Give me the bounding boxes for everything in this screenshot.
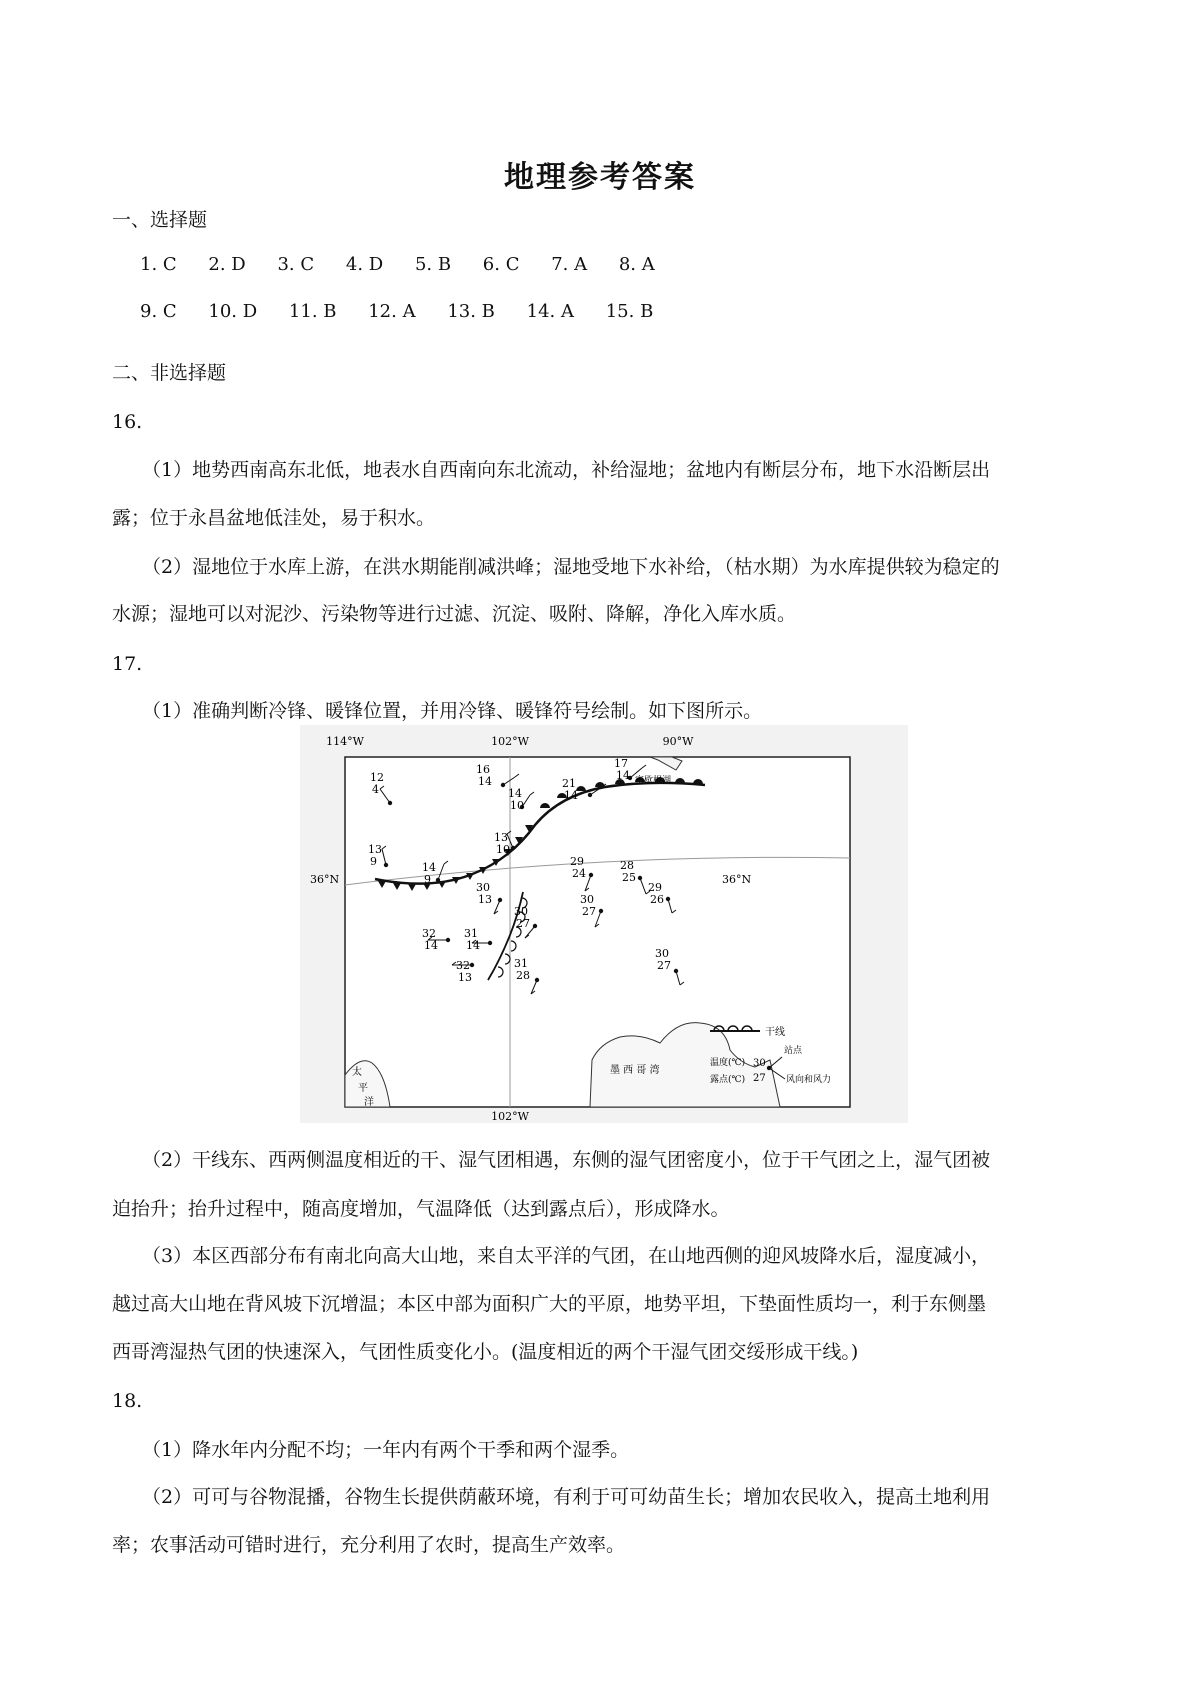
station-temperature: 29 — [648, 881, 662, 894]
station-temperature: 28 — [620, 859, 634, 872]
answer-item: 1. C — [140, 254, 177, 275]
answer-item: 6. C — [482, 254, 520, 275]
lake-label: 密歇根湖 — [635, 776, 672, 786]
gulf-label: 墨 西 哥 湾 — [610, 1065, 660, 1076]
station-dewpoint: 25 — [622, 871, 636, 884]
station-dewpoint: 26 — [650, 893, 664, 906]
q17-answer-3-line-2: 越过高大山地在背风坡下沉增温；本区中部为面积广大的平原，地势平坦，下垫面性质均一，利于东侧墨 — [112, 1293, 987, 1315]
q17-answer-3-line-3: 西哥湾湿热气团的快速深入，气团性质变化小。(温度相近的两个干湿气团交绥形成干线。) — [112, 1341, 859, 1363]
station-temperature: 30 — [514, 905, 528, 918]
station-temperature: 21 — [562, 777, 576, 790]
lat-label-right: 36°N — [722, 873, 752, 886]
q16-answer-2-line-2: 水源；湿地可以对泥沙、污染物等进行过滤、沉淀、吸附、降解，净化入库水质。 — [112, 603, 797, 625]
legend-temp-label: 温度(℃) — [710, 1058, 746, 1068]
station-temperature: 30 — [580, 893, 594, 906]
station-temperature: 17 — [614, 757, 628, 770]
answer-item: 14. A — [526, 301, 574, 322]
station-temperature: 14 — [422, 861, 436, 874]
station-temperature: 30 — [655, 947, 669, 960]
answers-row-2 — [140, 300, 679, 324]
station-dewpoint: 9 — [370, 855, 377, 868]
answer-item: 10. D — [208, 301, 258, 322]
question-number-17: 17. — [112, 653, 143, 675]
station-temperature: 29 — [570, 855, 584, 868]
station-dewpoint: 4 — [372, 783, 379, 796]
station-dewpoint: 14 — [564, 789, 578, 802]
legend-wind-label: 风向和风力 — [786, 1075, 832, 1085]
q17-answer-1: （1）准确判断冷锋、暖锋位置，并用冷锋、暖锋符号绘制。如下图所示。 — [142, 700, 763, 722]
q16-answer-1-line-1: （1）地势西南高东北低，地表水自西南向东北流动，补给湿地；盆地内有断层分布，地下水沿断层出 — [142, 459, 991, 481]
legend-dew-label: 露点(℃) — [710, 1075, 746, 1085]
station-temperature: 30 — [476, 881, 490, 894]
q18-answer-2-line-1: （2）可可与谷物混播，谷物生长提供荫蔽环境，有利于可可幼苗生长；增加农民收入，提高土地利用 — [142, 1486, 991, 1508]
ocean-char-3: 洋 — [364, 1097, 374, 1108]
station-dewpoint: 14 — [478, 775, 492, 788]
q17-answer-2-line-2: 迫抬升；抬升过程中，随高度增加，气温降低（达到露点后），形成降水。 — [112, 1198, 730, 1220]
legend-station-label: 站点 — [784, 1046, 803, 1056]
answer-item: 8. A — [618, 254, 655, 275]
lon-label-114w: 114°W — [326, 735, 364, 748]
lon-label-90w: 90°W — [662, 735, 694, 748]
station-dewpoint: 14 — [466, 939, 480, 952]
answer-item: 13. B — [447, 301, 495, 322]
legend-dryline-label: 干线 — [765, 1027, 785, 1038]
q18-answer-2-line-2: 率；农事活动可错时进行，充分利用了农时，提高生产效率。 — [112, 1534, 626, 1556]
station-dewpoint: 27 — [516, 917, 530, 930]
lat-label-left: 36°N — [310, 873, 340, 886]
station-temperature: 13 — [494, 831, 508, 844]
station-dewpoint: 10 — [496, 843, 510, 856]
station-dewpoint: 28 — [516, 969, 530, 982]
weather-map-figure — [300, 725, 908, 1123]
ocean-char-2: 平 — [358, 1083, 368, 1094]
station-dewpoint: 14 — [424, 939, 438, 952]
station-temperature: 32 — [422, 927, 436, 940]
ocean-char-1: 太 — [352, 1067, 362, 1078]
answer-item: 11. B — [288, 301, 337, 322]
answer-item: 5. B — [414, 254, 452, 275]
answer-item: 4. D — [345, 254, 384, 275]
station-dewpoint: 14 — [616, 769, 630, 782]
q16-answer-2-line-1: （2）湿地位于水库上游，在洪水期能削减洪峰；湿地受地下水补给，（枯水期）为水库提供较为稳定的 — [142, 556, 1000, 578]
station-temperature: 16 — [476, 763, 490, 776]
answer-item: 7. A — [551, 254, 588, 275]
station-dewpoint: 27 — [657, 959, 671, 972]
lon-label-102w-bottom: 102°W — [491, 1110, 529, 1123]
station-temperature: 13 — [368, 843, 382, 856]
answer-item: 15. B — [605, 301, 654, 322]
station-dewpoint: 27 — [582, 905, 596, 918]
section-heading-nonchoice: 二、非选择题 — [112, 362, 227, 384]
answer-item: 9. C — [140, 301, 177, 322]
q17-answer-3-line-1: （3）本区西部分布有南北向高大山地，来自太平洋的气团，在山地西侧的迎风坡降水后，湿度减小， — [142, 1245, 991, 1267]
weather-map — [300, 725, 908, 1123]
station-dewpoint: 13 — [478, 893, 492, 906]
question-number-18: 18. — [112, 1390, 143, 1412]
lon-label-102w-top: 102°W — [491, 735, 529, 748]
legend-dew-value: 27 — [753, 1073, 766, 1084]
station-dewpoint: 13 — [458, 971, 472, 984]
question-number-16: 16. — [112, 411, 143, 433]
station-dewpoint: 24 — [572, 867, 586, 880]
answer-item: 2. D — [208, 254, 246, 275]
q16-answer-1-line-2: 露；位于永昌盆地低洼处，易于积水。 — [112, 507, 436, 529]
q18-answer-1: （1）降水年内分配不均；一年内有两个干季和两个湿季。 — [142, 1439, 630, 1461]
station-temperature: 32 — [456, 959, 470, 972]
station-temperature: 31 — [464, 927, 478, 940]
answer-item: 3. C — [277, 254, 315, 275]
station-dewpoint: 9 — [424, 873, 431, 886]
answers-row-1 — [140, 253, 681, 277]
station-temperature: 31 — [514, 957, 528, 970]
section-heading-choice: 一、选择题 — [112, 209, 208, 231]
legend-temp-value: 30 — [753, 1058, 766, 1069]
page-title: 地理参考答案 — [504, 160, 696, 195]
station-temperature: 12 — [370, 771, 384, 784]
station-temperature: 14 — [508, 787, 522, 800]
station-dewpoint: 10 — [510, 799, 524, 812]
q17-answer-2-line-1: （2）干线东、西两侧温度相近的干、湿气团相遇，东侧的湿气团密度小，位于干气团之上，湿气团被 — [142, 1149, 991, 1171]
answer-item: 12. A — [368, 301, 416, 322]
